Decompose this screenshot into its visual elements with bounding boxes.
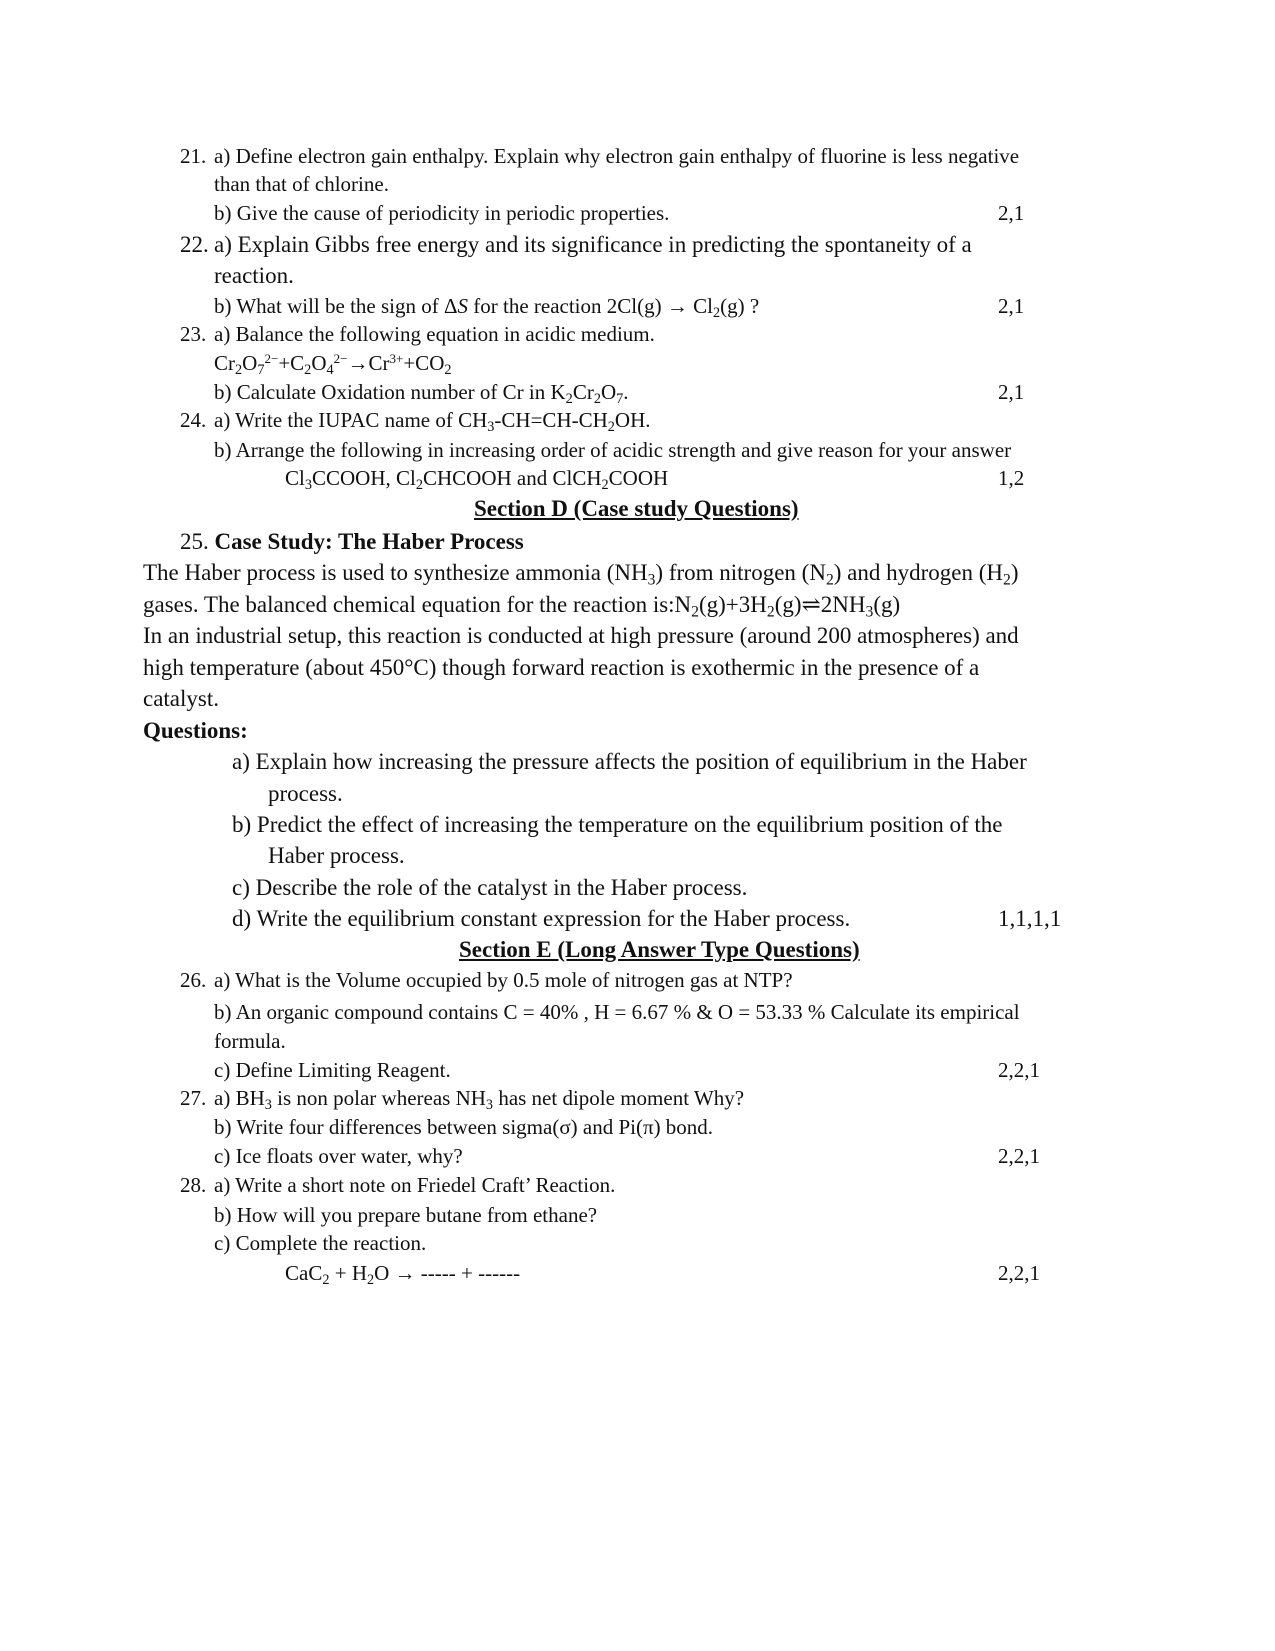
q25-heading: 25. Case Study: The Haber Process: [180, 529, 524, 554]
q25-question-b-line2: Haber process.: [268, 843, 405, 868]
q25-para-line5: catalyst.: [143, 686, 219, 711]
q22-part-a-line1: a) Explain Gibbs free energy and its significance in predicting the spontaneity of a: [214, 232, 972, 257]
q27-marks: 2,2,1: [998, 1144, 1040, 1168]
q25-question-b-line1: b) Predict the effect of increasing the temperature on the equilibrium position of the: [232, 812, 1003, 837]
q24-marks: 1,2: [998, 466, 1025, 490]
q25-question-a-line1: a) Explain how increasing the pressure affects the position of equilibrium in the Haber: [232, 749, 1027, 774]
q27-part-c: c) Ice floats over water, why?: [214, 1144, 463, 1168]
q23-equation: $Cr_2O_7^{2-}+C_2O_4^{2-}\to Cr^{3+}+CO_2$: [214, 350, 452, 378]
q26-marks: 2,2,1: [998, 1058, 1040, 1082]
q25-para-line4: high temperature (about 450°C) though forward reaction is exothermic in the presence of a: [143, 655, 980, 680]
q28-number: 28.: [180, 1173, 207, 1197]
q25-para-line1: The Haber process is used to synthesize ammonia $(NH_3)$ from nitrogen $(N_2)$ and hydrogen $(H_2)$: [143, 560, 1019, 589]
q22-part-b: b) What will be the sign of ΔS for the reaction $2Cl(g) \to Cl_2(g)$ ?: [214, 294, 760, 321]
q28-part-a: a) Write a short note on Friedel Craft’ Reaction.: [214, 1173, 616, 1197]
q25-question-a-line2: process.: [268, 781, 343, 806]
q23-marks: 2,1: [998, 380, 1025, 404]
q24-acids-list: $Cl_3CCOOH$, $Cl_2CHCOOH$ and ClCH$_2$COOH: [285, 466, 669, 493]
q23-part-a: a) Balance the following equation in acidic medium.: [214, 322, 655, 346]
q21-part-a-line2: than that of chlorine.: [214, 172, 389, 196]
q25-question-d: d) Write the equilibrium constant expression for the Haber process.: [232, 906, 851, 931]
q27-number: 27.: [180, 1086, 207, 1110]
section-d-heading: Section D (Case study Questions): [474, 496, 799, 521]
q25-questions-label: Questions:: [143, 718, 248, 743]
q24-part-a: a) Write the IUPAC name of $CH_3-CH=CH-CH_2OH$.: [214, 408, 651, 435]
q28-part-c: c) Complete the reaction.: [214, 1231, 427, 1255]
q25-para-line3: In an industrial setup, this reaction is conducted at high pressure (around 200 atmospheres) and: [143, 623, 1019, 648]
q25-para-line2: gases. The balanced chemical equation for the reaction $is:N_2(g)+3H_2(g)\rightleftharpoons 2NH_3(g)$: [143, 592, 901, 621]
q23-part-b: b) Calculate Oxidation number of Cr in $K_2Cr_2O_7$.: [214, 380, 629, 407]
q28-marks: 2,2,1: [998, 1261, 1040, 1285]
q26-part-c: c) Define Limiting Reagent.: [214, 1058, 451, 1082]
q25-question-c: c) Describe the role of the catalyst in the Haber process.: [232, 875, 748, 900]
q26-part-b-line2: formula.: [214, 1029, 286, 1053]
q21-part-a-line1: a) Define electron gain enthalpy. Explain why electron gain enthalpy of fluorine is less negative: [214, 144, 1020, 168]
q27-part-b: b) Write four differences between sigma(σ) and Pi(π) bond.: [214, 1115, 714, 1139]
q23-number: 23.: [180, 322, 207, 346]
q24-part-b: b) Arrange the following in increasing order of acidic strength and give reason for your answer: [214, 438, 1012, 462]
q24-number: 24.: [180, 408, 207, 432]
q22-part-a-line2: reaction.: [214, 263, 294, 288]
q21-part-b: b) Give the cause of periodicity in periodic properties.: [214, 201, 670, 225]
q25-marks: 1,1,1,1: [998, 906, 1062, 931]
q26-number: 26.: [180, 968, 207, 992]
q21-number: 21.: [180, 144, 207, 168]
q21-marks: 2,1: [998, 201, 1025, 225]
q22-marks: 2,1: [998, 294, 1025, 318]
section-e-heading: Section E (Long Answer Type Questions): [459, 937, 860, 962]
q27-part-a: a) $BH_3$ is non polar whereas $NH_3$ has net dipole moment Why?: [214, 1086, 745, 1113]
q28-equation: $CaC_2 + H_2O$ → ----- + ------: [285, 1261, 521, 1288]
q22-number: 22.: [180, 232, 209, 257]
q28-part-b: b) How will you prepare butane from ethane?: [214, 1203, 598, 1227]
q26-part-a: a) What is the Volume occupied by 0.5 mole of nitrogen gas at NTP?: [214, 968, 793, 992]
q26-part-b-line1: b) An organic compound contains C = 40% , H = 6.67 % & O = 53.33 % Calculate its empirical: [214, 1000, 1020, 1024]
